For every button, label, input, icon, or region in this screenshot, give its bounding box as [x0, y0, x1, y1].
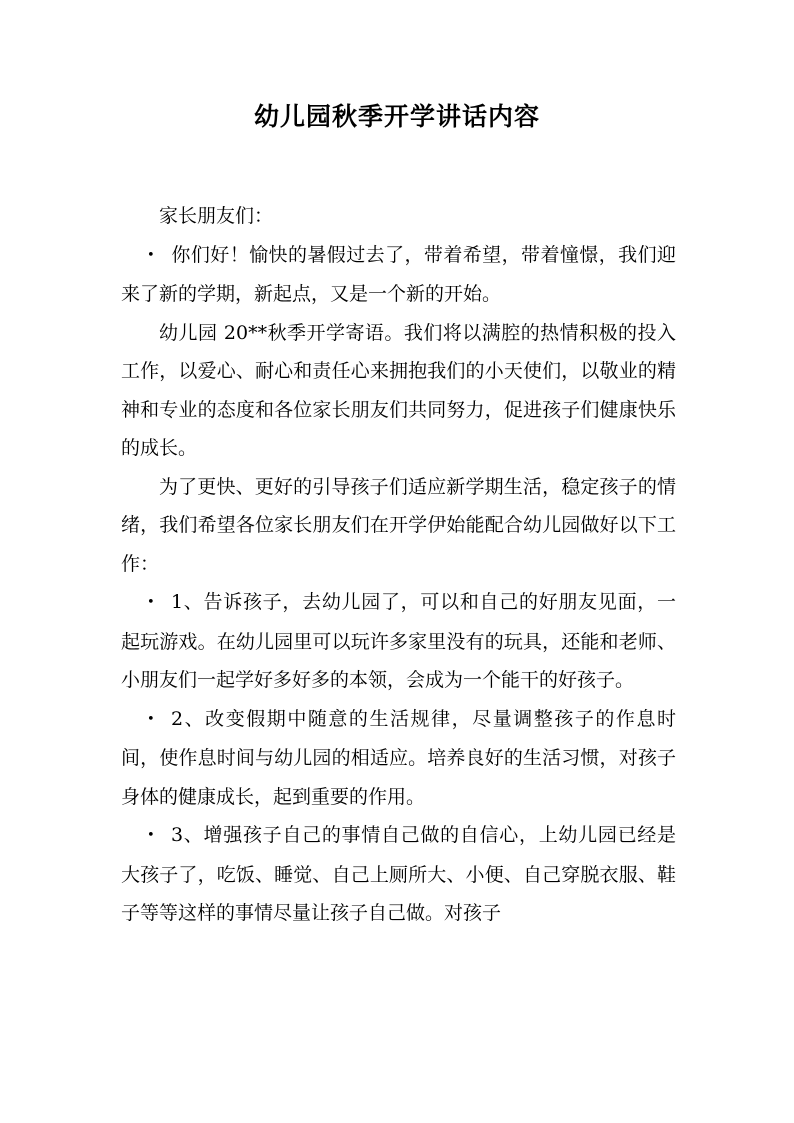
paragraph-text: 2、改变假期中随意的生活规律，尽量调整孩子的作息时间，使作息时间与幼儿园的相适应。培养良好的生活习惯，对孩子身体的健康成长，起到重要的作用。 [121, 707, 676, 808]
document-title: 幼儿园秋季开学讲话内容 [253, 102, 540, 131]
paragraph-text: 你们好！愉快的暑假过去了，带着希望，带着憧憬，我们迎来了新的学期，新起点，又是一个新的开始。 [121, 243, 676, 305]
paragraph-1: • 你们好！愉快的暑假过去了，带着希望，带着憧憬，我们迎来了新的学期，新起点，又是一个新的开始。 [121, 243, 676, 305]
paragraph-4: • 1、告诉孩子，去幼儿园了，可以和自己的好朋友见面，一起玩游戏。在幼儿园里可以玩许多家里没有的玩具，还能和老师、小朋友们一起学好多好多的本领，会成为一个能干的好孩子。 [121, 591, 676, 691]
paragraph-text: 为了更快、更好的引导孩子们适应新学期生活，稳定孩子的情绪，我们希望各位家长朋友们在开学伊始能配合幼儿园做好以下工作： [121, 475, 676, 575]
paragraph-text: 1、告诉孩子，去幼儿园了，可以和自己的好朋友见面，一起玩游戏。在幼儿园里可以玩许多家里没有的玩具，还能和老师、小朋友们一起学好多好多的本领，会成为一个能干的好孩子。 [121, 591, 676, 691]
greeting: 家长朋友们： [159, 205, 274, 227]
paragraph-3 [121, 468, 676, 584]
paragraph-5: • 2、改变假期中随意的生活规律，尽量调整孩子的作息时间，使作息时间与幼儿园的相适应。培养良好的生活习惯，对孩子身体的健康成长，起到重要的作用。 [121, 707, 676, 808]
document-body [121, 197, 676, 933]
paragraph-text: 幼儿园 20**秋季开学寄语。我们将以满腔的热情积极的投入工作，以爱心、耐心和责任心来拥抱我们的小天使们，以敬业的精神和专业的态度和各位家长朋友们共同努力，促进孩子们健康快乐的成长。 [121, 321, 676, 459]
paragraph-text: 3、增强孩子自己的事情自己做的自信心，上幼儿园已经是大孩子了，吃饭、睡觉、自己上厕所大、小便、自己穿脱衣服、鞋子等等这样的事情尽量让孩子自己做。对孩子 [121, 824, 676, 924]
paragraph-2 [121, 314, 676, 468]
paragraph-6: • 3、增强孩子自己的事情自己做的自信心，上幼儿园已经是大孩子了，吃饭、睡觉、自己上厕所大、小便、自己穿脱衣服、鞋子等等这样的事情尽量让孩子自己做。对孩子 [121, 824, 676, 924]
